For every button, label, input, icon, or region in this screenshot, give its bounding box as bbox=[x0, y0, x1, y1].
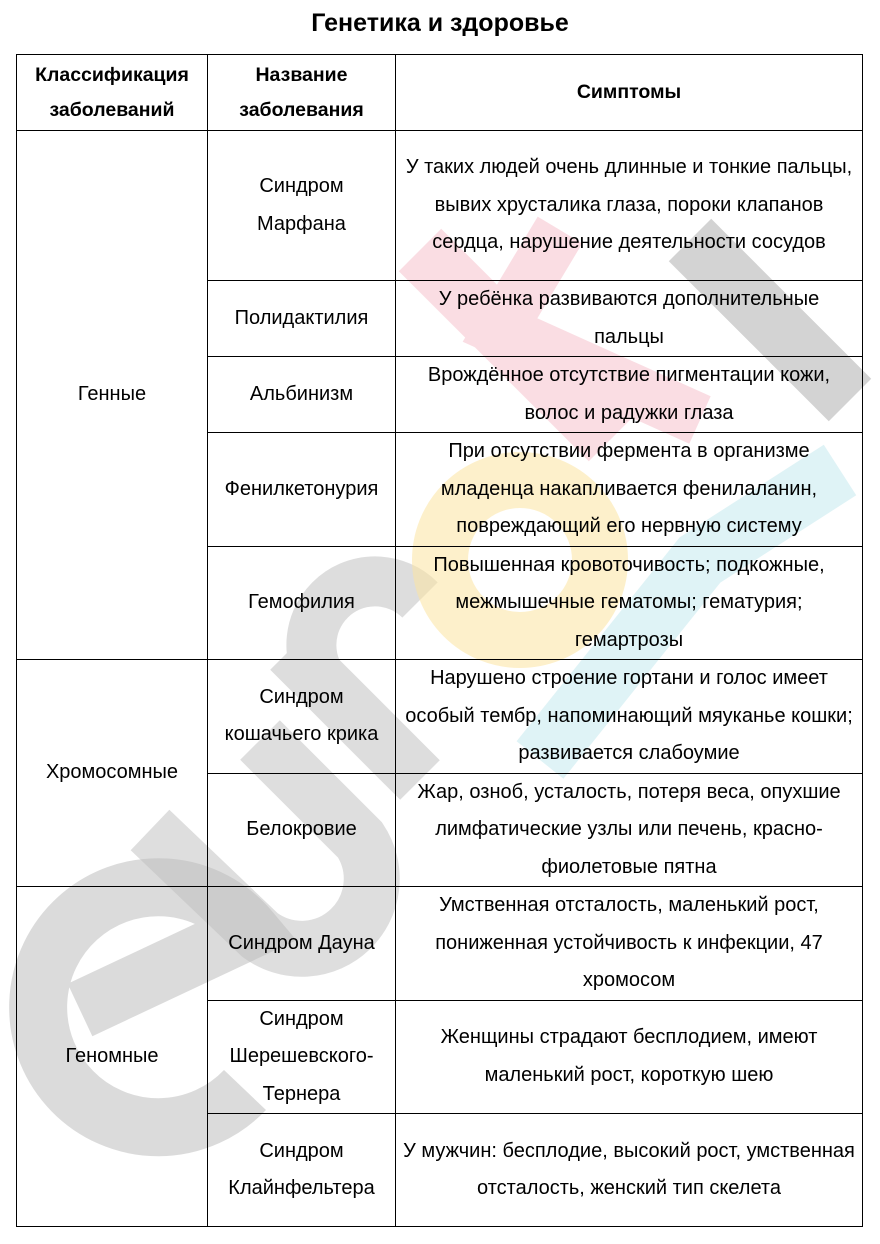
table-row bbox=[17, 131, 863, 281]
group-classification-genomic: Геномные bbox=[17, 887, 208, 1227]
group-classification-chromosomal: Хромосомные bbox=[17, 660, 208, 887]
disease-symptoms: Умственная отсталость, маленький рост, пониженная устойчивость к инфекции, 47 хромосом bbox=[396, 887, 863, 1001]
disease-name: Гемофилия bbox=[208, 546, 396, 660]
disease-symptoms: У мужчин: бесплодие, высокий рост, умственная отсталость, женский тип скелета bbox=[396, 1114, 863, 1227]
header-classification: Классификация заболеваний bbox=[17, 55, 208, 131]
group-classification-genetic: Генные bbox=[17, 131, 208, 660]
disease-symptoms: Повышенная кровоточивость; подкожные, межмышечные гематомы; гематурия; гемартрозы bbox=[396, 546, 863, 660]
disease-symptoms: Жар, озноб, усталость, потеря веса, опухшие лимфатические узлы или печень, красно-фиолетовые пятна bbox=[396, 773, 863, 887]
disease-symptoms: У ребёнка развиваются дополнительные пальцы bbox=[396, 281, 863, 357]
disease-name: Синдром Дауна bbox=[208, 887, 396, 1001]
table-row bbox=[17, 660, 863, 774]
table-row bbox=[17, 887, 863, 1001]
header-disease-name: Название заболевания bbox=[208, 55, 396, 131]
disease-symptoms: У таких людей очень длинные и тонкие пальцы, вывих хрусталика глаза, пороки клапанов сердца, нарушение деятельности сосудов bbox=[396, 131, 863, 281]
table-header-row bbox=[17, 55, 863, 131]
genetics-table bbox=[16, 54, 863, 1227]
disease-name: Синдром кошачьего крика bbox=[208, 660, 396, 774]
disease-symptoms: Нарушено строение гортани и голос имеет особый тембр, напоминающий мяуканье кошки; развивается слабоумие bbox=[396, 660, 863, 774]
disease-name: Синдром Шерешевского-Тернера bbox=[208, 1000, 396, 1114]
page-title: Генетика и здоровье bbox=[311, 9, 569, 37]
disease-name: Синдром Клайнфельтера bbox=[208, 1114, 396, 1227]
disease-name: Белокровие bbox=[208, 773, 396, 887]
disease-symptoms: Женщины страдают бесплодием, имеют маленький рост, короткую шею bbox=[396, 1000, 863, 1114]
disease-name: Фенилкетонурия bbox=[208, 433, 396, 547]
disease-symptoms: При отсутствии фермента в организме младенца накапливается фенилаланин, повреждающий его нервную систему bbox=[396, 433, 863, 547]
disease-name: Синдром Марфана bbox=[208, 131, 396, 281]
disease-symptoms: Врождённое отсутствие пигментации кожи, волос и радужки глаза bbox=[396, 357, 863, 433]
header-symptoms: Симптомы bbox=[396, 55, 863, 131]
disease-name: Альбинизм bbox=[208, 357, 396, 433]
disease-name: Полидактилия bbox=[208, 281, 396, 357]
